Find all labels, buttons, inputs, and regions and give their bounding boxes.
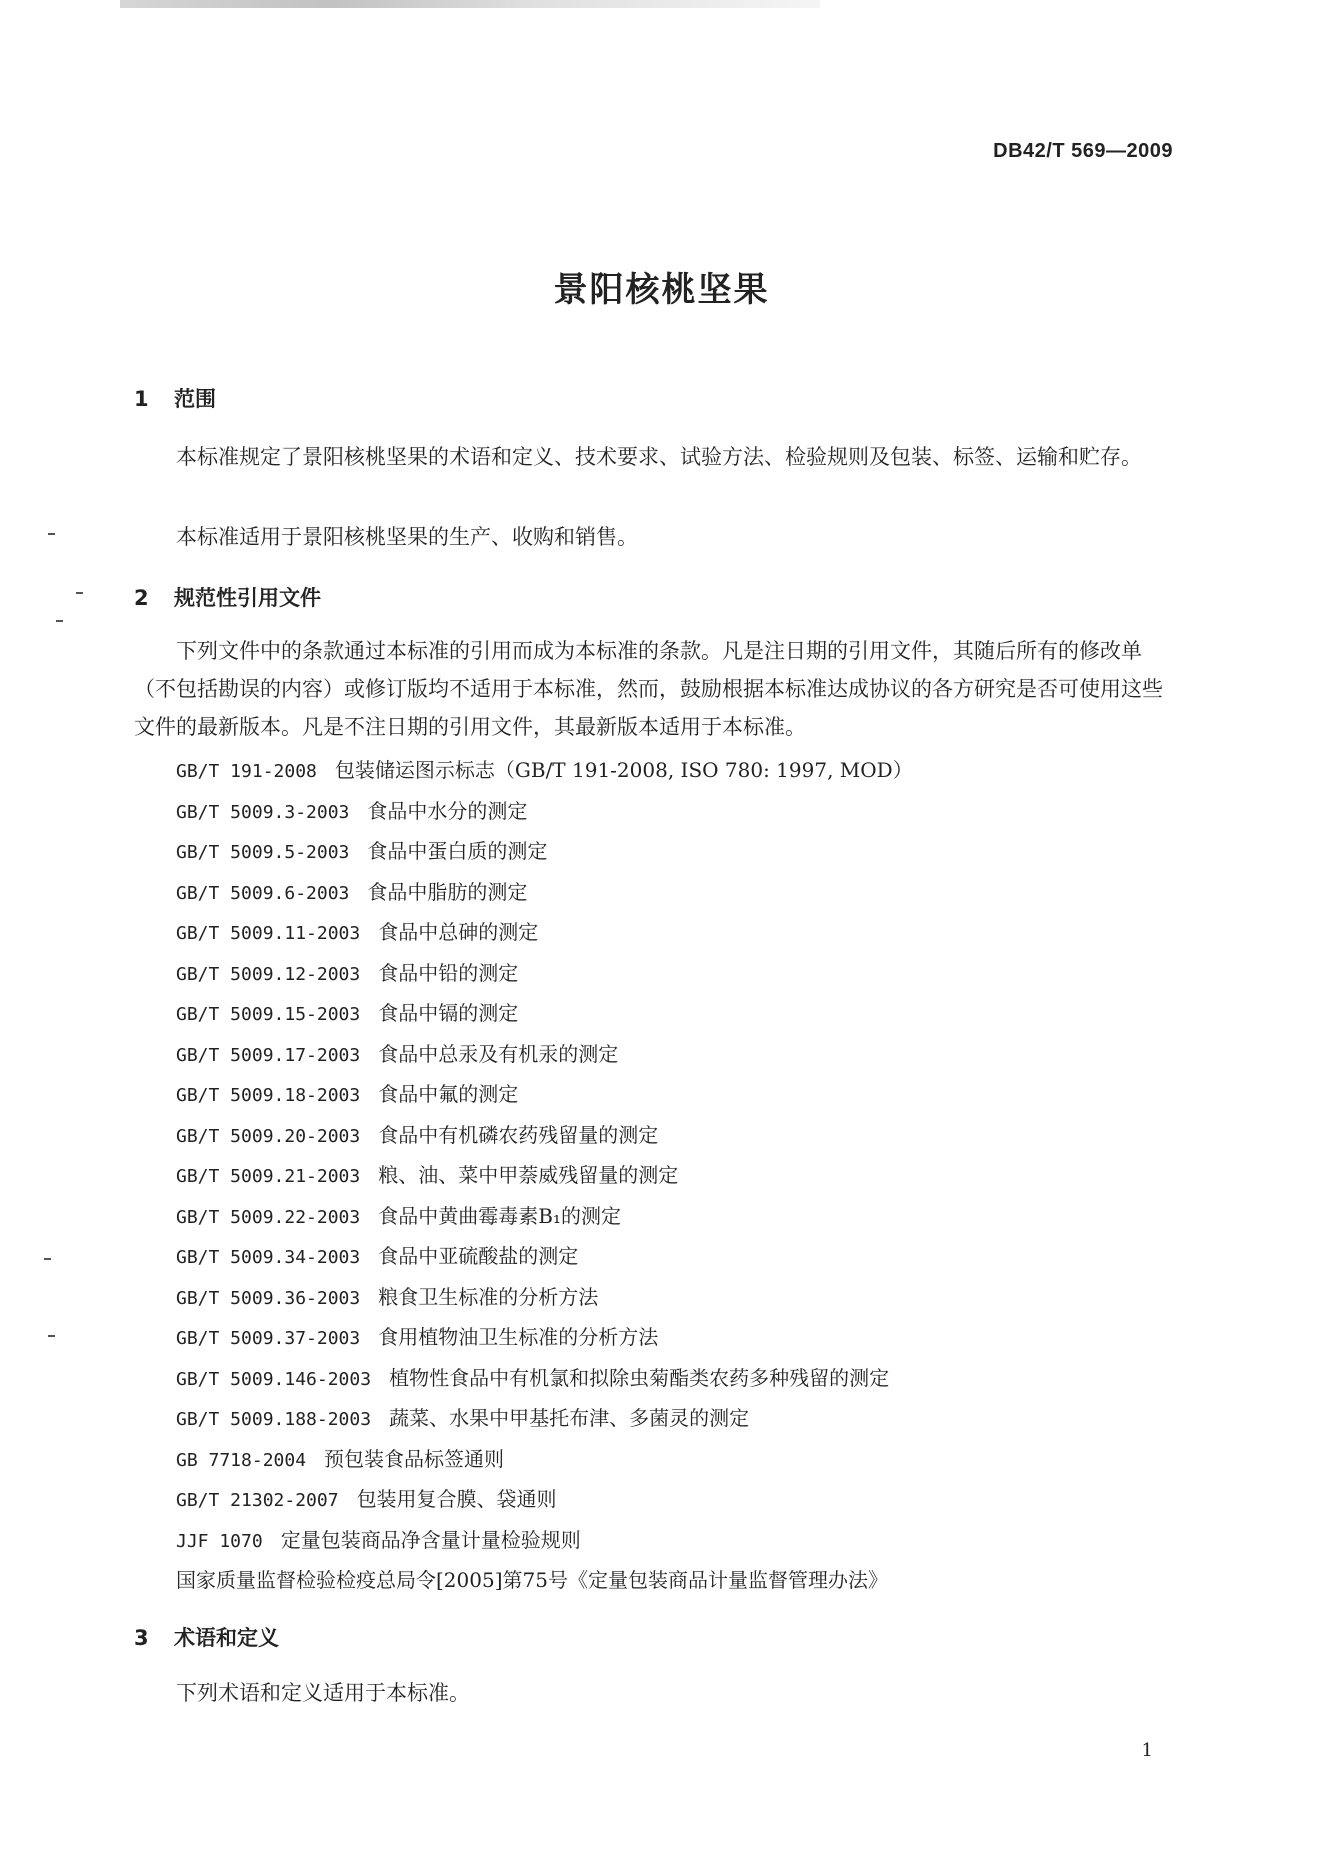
reference-title: 食品中水分的测定: [367, 798, 528, 823]
section-title: 范围: [174, 387, 216, 411]
scan-speck: [48, 1335, 55, 1337]
section-2-heading: [134, 582, 321, 612]
reference-item: [176, 1236, 913, 1277]
section-number: 3: [134, 1626, 149, 1650]
reference-item: [176, 1074, 913, 1115]
section-number: 2: [134, 586, 149, 610]
reference-code: GB/T 5009.21-2003: [176, 1166, 361, 1187]
reference-title: 食品中总汞及有机汞的测定: [378, 1041, 619, 1066]
reference-title: 预包装食品标签通则: [324, 1446, 505, 1471]
reference-code: GB/T 5009.11-2003: [176, 923, 361, 944]
scan-speck: [56, 620, 63, 622]
reference-item: [176, 1358, 913, 1399]
reference-title: 包装用复合膜、袋通则: [356, 1487, 557, 1511]
reference-title: 食品中有机磷农药残留量的测定: [378, 1122, 659, 1147]
reference-item: [176, 953, 913, 994]
reference-item: [176, 1034, 913, 1075]
reference-item: [176, 1317, 913, 1358]
reference-code: GB/T 191-2008: [176, 761, 317, 782]
reference-code: GB/T 5009.12-2003: [176, 963, 361, 985]
reference-code: GB/T 5009.3-2003: [176, 801, 350, 823]
normative-reference-list: [176, 750, 913, 1601]
section-2-paragraph-1: 下列文件中的条款通过本标准的引用而成为本标准的条款。凡是注日期的引用文件，其随后所有的修改单（不包括勘误的内容）或修订版均不适用于本标准，然而，鼓励根据本标准达成协议的各方研究是否可使用这些文件的最新版本。凡是不注日期的引用文件，其最新版本适用于本标准。: [134, 639, 1163, 739]
reference-item: [176, 1196, 913, 1237]
section-1-paragraph-2: 本标准适用于景阳核桃坚果的生产、收购和销售。: [176, 525, 638, 549]
reference-title: 食品中镉的测定: [378, 1001, 519, 1025]
reference-title: 食品中脂肪的测定: [367, 879, 528, 904]
reference-title: 食品中氟的测定: [378, 1082, 519, 1106]
reference-item: [176, 1277, 913, 1318]
page-number: 1: [1141, 1740, 1153, 1761]
reference-code: GB/T 5009.20-2003: [176, 1125, 361, 1147]
reference-title: 植物性食品中有机氯和拟除虫菊酯类农药多种残留的测定: [389, 1365, 890, 1390]
reference-item: [176, 1398, 913, 1439]
reference-item: [176, 750, 913, 791]
scan-speck: [48, 533, 55, 535]
scan-speck: [44, 1258, 51, 1260]
reference-code: GB/T 5009.18-2003: [176, 1085, 361, 1106]
reference-item: [176, 1155, 913, 1196]
reference-item: [176, 993, 913, 1034]
reference-code: GB 7718-2004: [176, 1449, 307, 1471]
reference-title: 《定量包装商品计量监督管理办法》: [567, 1568, 888, 1592]
section-title: 规范性引用文件: [174, 586, 321, 610]
reference-title: 食品中黄曲霉毒素B₁的测定: [378, 1203, 621, 1228]
reference-title: 食用植物油卫生标准的分析方法: [378, 1325, 659, 1349]
reference-title: 粮、油、菜中甲萘威残留量的测定: [378, 1163, 679, 1187]
reference-code: GB/T 5009.36-2003: [176, 1287, 361, 1309]
reference-title: 定量包装商品净含量计量检验规则: [280, 1527, 581, 1552]
reference-item: [176, 1439, 913, 1480]
reference-code: GB/T 5009.37-2003: [176, 1328, 361, 1349]
reference-code: GB/T 5009.188-2003: [176, 1409, 372, 1430]
reference-code: GB/T 5009.146-2003: [176, 1368, 372, 1390]
reference-item: [176, 1115, 913, 1156]
reference-code: GB/T 5009.15-2003: [176, 1004, 361, 1025]
reference-code: GB/T 5009.5-2003: [176, 842, 350, 863]
reference-code: JJF 1070: [176, 1530, 263, 1552]
reference-item: [176, 912, 913, 953]
reference-item: [176, 872, 913, 913]
scan-speck: [76, 592, 83, 594]
reference-title: 包装储运图示标志（GB/T 191-2008, ISO 780: 1997, MOD）: [334, 758, 913, 782]
document-title: 景阳核桃坚果: [553, 270, 770, 310]
section-1-paragraph-1: 本标准规定了景阳核桃坚果的术语和定义、技术要求、试验方法、检验规则及包装、标签、运输和贮存。: [176, 445, 1142, 469]
section-3-paragraph-1: 下列术语和定义适用于本标准。: [176, 1681, 470, 1705]
reference-title: 食品中蛋白质的测定: [367, 839, 548, 863]
reference-title: 食品中总砷的测定: [378, 920, 539, 944]
section-title: 术语和定义: [174, 1626, 279, 1650]
reference-item: [176, 1479, 913, 1520]
reference-title: 食品中铅的测定: [378, 960, 519, 985]
reference-item: [176, 831, 913, 872]
reference-code: GB/T 5009.34-2003: [176, 1247, 361, 1268]
reference-item: [176, 1520, 913, 1561]
reference-code: GB/T 5009.6-2003: [176, 882, 350, 904]
section-3-heading: [134, 1622, 279, 1652]
reference-item: [176, 791, 913, 832]
section-number: 1: [134, 387, 149, 411]
scan-artifact-top: [120, 0, 820, 8]
reference-code: GB/T 21302-2007: [176, 1490, 339, 1511]
reference-code: GB/T 5009.22-2003: [176, 1206, 361, 1228]
section-1-heading: [134, 383, 216, 413]
reference-item: [176, 1560, 913, 1601]
standard-code: DB42/T 569—2009: [993, 140, 1173, 162]
reference-title: 粮食卫生标准的分析方法: [378, 1284, 599, 1309]
reference-code: 国家质量监督检验检疫总局令[2005]第75号: [176, 1568, 568, 1592]
reference-code: GB/T 5009.17-2003: [176, 1044, 361, 1066]
reference-title: 食品中亚硫酸盐的测定: [378, 1244, 579, 1268]
reference-title: 蔬菜、水果中甲基托布津、多菌灵的测定: [389, 1406, 750, 1430]
